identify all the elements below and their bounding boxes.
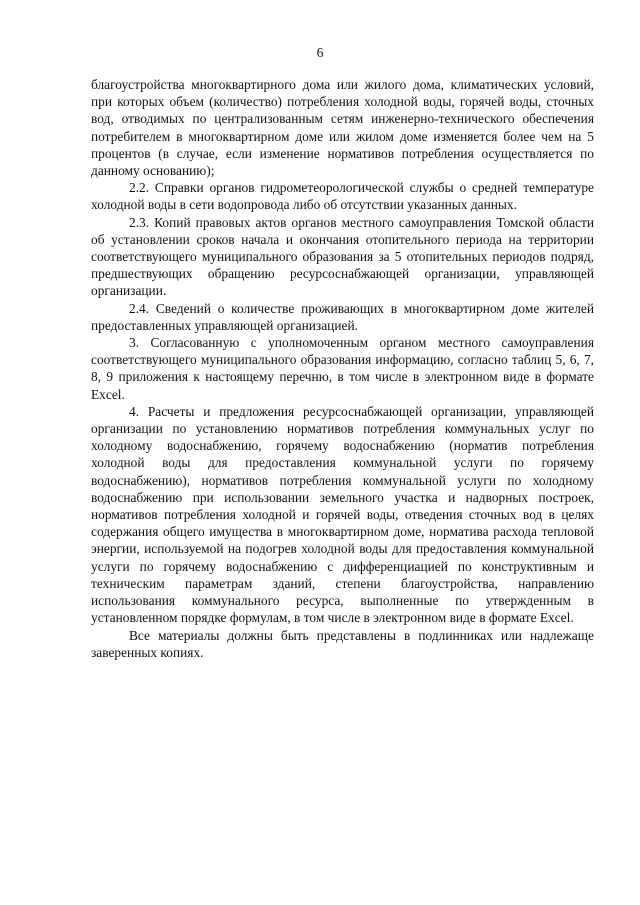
document-body: [91, 76, 594, 661]
paragraph-2-3: 2.3. Копий правовых актов органов местного самоуправления Томской области об установлении сроков начала и окончания отопительного периода на территории соответствующего муниципального образования за 5 отопительных периодов подряд, предшествующих обращению ресурсоснабжающей организации, управляющей организации.: [91, 214, 594, 299]
paragraph-closing-note: Все материалы должны быть представлены в подлинниках или надлежаще заверенных копиях.: [91, 627, 594, 660]
page-number: 6: [316, 45, 324, 60]
paragraph-4: 4. Расчеты и предложения ресурсоснабжающей организации, управляющей организации по установлению нормативов потребления коммунальных услуг по холодному водоснабжению, горячему водоснабжению (норматив потребления холодной воды для предоставления коммунальной услуги по горячему водоснабжению), нормативов потребления коммунальной услуги по холодному водоснабжению при использовании земельного участка и надворных построек, нормативов потребления холодной и горячей воды, отведения сточных вод в целях содержания общего имущества в многоквартирном доме, норматива расхода тепловой энергии, используемой на подогрев холодной воды для предоставления коммунальной услуги по горячему водоснабжению с дифференциацией по конструктивным и техническим параметрам зданий, степени благоустройства, направлению использования коммунального ресурса, выполненные по утвержденным в установленном порядке формулам, в том числе в электронном виде в формате Excel.: [91, 403, 594, 626]
paragraph-2-2: 2.2. Справки органов гидрометеорологической службы о средней температуре холодной воды в сети водопровода либо об отсутствии указанных данных.: [91, 180, 594, 213]
paragraph-continuation: благоустройства многоквартирного дома или жилого дома, климатических условий, при которых объем (количество) потребления холодной воды, горячей воды, сточных вод, отводимых по централизованным сетям инженерно-технического обеспечения потребителем в многоквартирном доме или жилом доме изменяется более чем на 5 процентов (в случае, если изменение нормативов потребления осуществляется по данному основанию);: [91, 77, 594, 179]
paragraph-3: 3. Согласованную с уполномоченным органом местного самоуправления соответствующего муниципального образования информацию, согласно таблиц 5, 6, 7, 8, 9 приложения к настоящему перечню, в том числе в электронном виде в формате Excel.: [91, 335, 594, 402]
paragraph-2-4: 2.4. Сведений о количестве проживающих в многоквартирном доме жителей предоставленных управляющей организацией.: [91, 300, 594, 333]
